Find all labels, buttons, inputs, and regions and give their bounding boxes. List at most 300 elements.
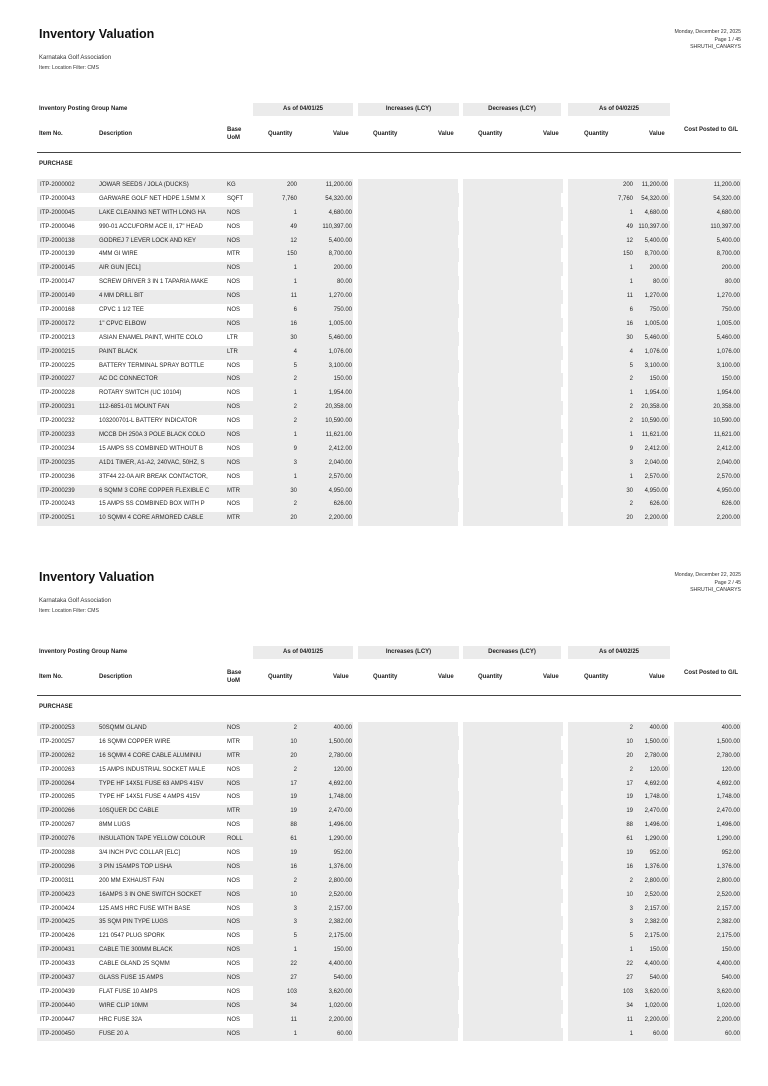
table-row bbox=[37, 429, 741, 443]
item-description: AIR GUN [ECL] bbox=[99, 265, 141, 272]
item-no: ITP-2000265 bbox=[40, 794, 75, 801]
closing-quantity: 1 bbox=[629, 432, 633, 439]
item-description: GODREJ 7 LEVER LOCK AND KEY bbox=[99, 237, 197, 244]
opening-value: 2,470.00 bbox=[328, 808, 352, 815]
opening-value: 2,157.00 bbox=[328, 905, 352, 912]
col-base-uom: Base UoM bbox=[227, 670, 242, 684]
closing-quantity: 2 bbox=[629, 766, 633, 773]
closing-quantity: 88 bbox=[626, 822, 633, 829]
item-uom: NOS bbox=[227, 279, 241, 286]
item-uom: NOS bbox=[227, 473, 241, 480]
table-row bbox=[37, 235, 741, 249]
opening-quantity: 1 bbox=[293, 432, 297, 439]
table-row bbox=[37, 903, 741, 917]
report-date: Monday, December 22, 2025 bbox=[674, 29, 741, 35]
closing-quantity: 3 bbox=[629, 905, 633, 912]
item-description: 3 PIN 15AMPS TOP LISHA bbox=[99, 863, 173, 870]
table-row bbox=[37, 736, 741, 750]
item-description: ASIAN ENAMEL PAINT, WHITE COLO bbox=[99, 334, 203, 341]
opening-quantity: 10 bbox=[290, 738, 297, 745]
item-description: 4 MM DRILL BIT bbox=[99, 293, 144, 300]
closing-quantity: 103 bbox=[622, 988, 633, 995]
closing-quantity: 9 bbox=[629, 445, 633, 452]
header-divider bbox=[37, 152, 741, 153]
cost-posted-gl: 4,692.00 bbox=[716, 780, 740, 787]
table-row bbox=[37, 512, 741, 526]
closing-value: 11,621.00 bbox=[641, 432, 668, 439]
closing-value: 1,270.00 bbox=[644, 293, 668, 300]
item-description: 121 0547 PLUG SPORK bbox=[99, 933, 165, 940]
item-uom: MTR bbox=[227, 752, 240, 759]
opening-value: 3,100.00 bbox=[328, 362, 352, 369]
table-row bbox=[37, 944, 741, 958]
table-row bbox=[37, 764, 741, 778]
closing-quantity: 10 bbox=[626, 891, 633, 898]
opening-quantity: 2 bbox=[293, 376, 297, 383]
column-group-header: Increases (LCY) bbox=[358, 646, 459, 659]
cost-posted-gl: 2,520.00 bbox=[716, 891, 740, 898]
closing-quantity: 5 bbox=[629, 933, 633, 940]
closing-quantity: 1 bbox=[629, 265, 633, 272]
item-uom: NOS bbox=[227, 223, 241, 230]
report-title: Inventory Valuation bbox=[39, 570, 155, 584]
item-description: LAKE CLEANING NET WITH LONG HA bbox=[99, 209, 206, 216]
closing-value: 750.00 bbox=[649, 307, 668, 314]
item-uom: NOS bbox=[227, 877, 241, 884]
item-description: 3/4 INCH PVC COLLAR [ELC] bbox=[99, 850, 181, 857]
col-description: Description bbox=[99, 131, 133, 137]
opening-value: 11,621.00 bbox=[325, 432, 352, 439]
closing-quantity: 19 bbox=[626, 808, 633, 815]
item-description: 990-01 ACCUFORM ACE II, 17" HEAD bbox=[99, 223, 203, 230]
item-no: ITP-2000426 bbox=[40, 933, 75, 940]
opening-value: 2,200.00 bbox=[328, 1016, 352, 1023]
closing-value: 8,700.00 bbox=[644, 251, 668, 258]
item-no: ITP-2000172 bbox=[40, 320, 75, 327]
opening-quantity: 5 bbox=[293, 933, 297, 940]
opening-quantity: 30 bbox=[290, 334, 297, 341]
table-row bbox=[37, 819, 741, 833]
item-uom: NOS bbox=[227, 307, 241, 314]
closing-value: 540.00 bbox=[649, 975, 668, 982]
closing-quantity: 11 bbox=[626, 1016, 633, 1023]
closing-quantity: 17 bbox=[626, 780, 633, 787]
closing-value: 1,290.00 bbox=[644, 836, 668, 843]
col-value: Value bbox=[649, 131, 665, 137]
item-uom: NOS bbox=[227, 418, 241, 425]
table-row bbox=[37, 722, 741, 736]
item-uom: NOS bbox=[227, 320, 241, 327]
item-description: ROTARY SWITCH (UC 10104) bbox=[99, 390, 182, 397]
closing-quantity: 20 bbox=[626, 515, 633, 522]
opening-quantity: 61 bbox=[290, 836, 297, 843]
item-uom: LTR bbox=[227, 348, 238, 355]
item-description: TYPE HF 14X51 FUSE 4 AMPS 415V bbox=[99, 794, 201, 801]
cost-posted-gl: 120.00 bbox=[721, 766, 740, 773]
item-description: 15 AMPS SS COMBINED WITHOUT B bbox=[99, 445, 203, 452]
item-no: ITP-2000046 bbox=[40, 223, 75, 230]
closing-value: 2,412.00 bbox=[644, 445, 668, 452]
cost-posted-gl: 1,496.00 bbox=[716, 822, 740, 829]
item-uom: NOS bbox=[227, 850, 241, 857]
item-uom: NOS bbox=[227, 432, 241, 439]
opening-quantity: 200 bbox=[286, 182, 297, 188]
item-uom: NOS bbox=[227, 265, 241, 272]
item-no: ITP-2000264 bbox=[40, 780, 75, 787]
table-row bbox=[37, 498, 741, 512]
closing-quantity: 2 bbox=[629, 725, 633, 731]
col-quantity: Quantity bbox=[478, 131, 503, 137]
company-name: Karnataka Golf Association bbox=[39, 55, 112, 61]
item-no: ITP-2000139 bbox=[40, 251, 75, 258]
col-quantity: Quantity bbox=[478, 674, 503, 680]
closing-value: 2,382.00 bbox=[644, 919, 668, 926]
opening-value: 60.00 bbox=[336, 1030, 352, 1037]
opening-quantity: 1 bbox=[293, 279, 297, 286]
item-description: 3TF44 22-0A AIR BREAK CONTACTOR, bbox=[99, 473, 208, 480]
closing-value: 60.00 bbox=[652, 1030, 668, 1037]
opening-quantity: 1 bbox=[293, 473, 297, 480]
cost-posted-gl: 20,358.00 bbox=[713, 404, 740, 411]
col-base-uom: Base UoM bbox=[227, 127, 242, 141]
opening-quantity: 150 bbox=[286, 251, 297, 258]
item-description: A1D1 TIMER, A1-A2, 240VAC, 50HZ, S bbox=[99, 459, 205, 466]
page-number: Page 2 / 45 bbox=[714, 579, 741, 586]
col-quantity: Quantity bbox=[584, 674, 609, 680]
report-user: SHRUTHI_CANARYS bbox=[690, 44, 741, 50]
item-uom: NOS bbox=[227, 459, 241, 466]
opening-value: 1,270.00 bbox=[328, 293, 352, 300]
closing-quantity: 61 bbox=[626, 836, 633, 843]
table-row bbox=[37, 861, 741, 875]
cost-posted-gl: 3,100.00 bbox=[716, 362, 740, 369]
column-group-header: Decreases (LCY) bbox=[463, 646, 561, 659]
opening-quantity: 1 bbox=[293, 947, 297, 954]
closing-quantity: 1 bbox=[629, 209, 633, 216]
closing-value: 1,005.00 bbox=[644, 320, 668, 327]
opening-quantity: 1 bbox=[293, 265, 297, 272]
item-no: ITP-2000215 bbox=[40, 348, 75, 355]
cost-posted-gl: 60.00 bbox=[724, 1030, 740, 1037]
item-no: ITP-2000266 bbox=[40, 808, 75, 815]
cost-posted-gl: 952.00 bbox=[721, 850, 740, 857]
item-description: 103200701-L BATTERY INDICATOR bbox=[99, 418, 197, 425]
opening-quantity: 20 bbox=[290, 515, 297, 522]
cost-posted-gl: 5,400.00 bbox=[716, 237, 740, 244]
opening-quantity: 3 bbox=[293, 905, 297, 912]
opening-quantity: 1 bbox=[293, 390, 297, 397]
item-description: 15 AMPS SS COMBINED BOX WITH P bbox=[99, 501, 205, 508]
cost-posted-gl: 4,950.00 bbox=[716, 487, 740, 494]
section-label: PURCHASE bbox=[39, 704, 73, 710]
opening-quantity: 10 bbox=[290, 891, 297, 898]
opening-value: 1,954.00 bbox=[328, 390, 352, 397]
item-uom: NOS bbox=[227, 863, 241, 870]
cost-posted-gl: 150.00 bbox=[721, 376, 740, 383]
item-description: 50SQMM GLAND bbox=[99, 725, 147, 731]
closing-quantity: 11 bbox=[626, 293, 633, 300]
item-uom: NOS bbox=[227, 780, 241, 787]
report-page bbox=[0, 543, 768, 1086]
cost-posted-gl: 2,570.00 bbox=[716, 473, 740, 480]
item-description: HRC FUSE 32A bbox=[99, 1016, 143, 1023]
item-description: CABLE TIE 300MM BLACK bbox=[99, 947, 173, 954]
cost-posted-gl: 1,076.00 bbox=[716, 348, 740, 355]
closing-quantity: 19 bbox=[626, 850, 633, 857]
closing-value: 120.00 bbox=[649, 766, 668, 773]
cost-posted-gl: 2,800.00 bbox=[716, 877, 740, 884]
col-value: Value bbox=[333, 674, 349, 680]
opening-value: 110,397.00 bbox=[322, 223, 352, 230]
item-no: ITP-2000288 bbox=[40, 850, 75, 857]
item-description: PAINT BLACK bbox=[99, 348, 138, 355]
opening-quantity: 2 bbox=[293, 725, 297, 731]
item-description: 1" CPVC ELBOW bbox=[99, 320, 147, 327]
closing-value: 11,200.00 bbox=[641, 182, 668, 188]
opening-quantity: 20 bbox=[290, 752, 297, 759]
opening-value: 952.00 bbox=[333, 850, 352, 857]
closing-quantity: 150 bbox=[622, 251, 633, 258]
opening-quantity: 3 bbox=[293, 459, 297, 466]
item-description: 112-6851-01 MOUNT FAN bbox=[99, 404, 170, 411]
item-no: ITP-2000138 bbox=[40, 237, 75, 244]
opening-value: 10,590.00 bbox=[325, 418, 352, 425]
opening-value: 4,680.00 bbox=[328, 209, 352, 216]
opening-quantity: 27 bbox=[290, 975, 297, 982]
table-row bbox=[37, 750, 741, 764]
cost-posted-gl: 5,460.00 bbox=[716, 334, 740, 341]
item-no: ITP-2000002 bbox=[40, 182, 75, 188]
cost-posted-gl: 8,700.00 bbox=[716, 251, 740, 258]
closing-quantity: 1 bbox=[629, 473, 633, 480]
table-row bbox=[37, 457, 741, 471]
opening-value: 2,200.00 bbox=[328, 515, 352, 522]
item-uom: NOS bbox=[227, 1002, 241, 1009]
closing-quantity: 49 bbox=[626, 223, 633, 230]
item-description: JOWAR SEEDS / JOLA (DUCKS) bbox=[99, 182, 189, 188]
col-value: Value bbox=[333, 131, 349, 137]
item-uom: NOS bbox=[227, 988, 241, 995]
opening-quantity: 19 bbox=[290, 794, 297, 801]
item-no: ITP-2000232 bbox=[40, 418, 75, 425]
cost-posted-gl: 540.00 bbox=[721, 975, 740, 982]
item-uom: NOS bbox=[227, 237, 241, 244]
item-no: ITP-2000450 bbox=[40, 1030, 75, 1037]
opening-value: 4,400.00 bbox=[328, 961, 352, 968]
opening-value: 400.00 bbox=[333, 725, 352, 731]
item-uom: NOS bbox=[227, 209, 241, 216]
opening-value: 750.00 bbox=[333, 307, 352, 314]
col-value: Value bbox=[438, 131, 454, 137]
item-uom: NOS bbox=[227, 404, 241, 411]
opening-value: 1,376.00 bbox=[328, 863, 352, 870]
item-description: MCCB DH 250A 3 POLE BLACK COLO bbox=[99, 432, 206, 439]
group-name-label: Inventory Posting Group Name bbox=[39, 649, 128, 655]
closing-quantity: 27 bbox=[626, 975, 633, 982]
opening-value: 11,200.00 bbox=[325, 182, 352, 188]
closing-value: 200.00 bbox=[649, 265, 668, 272]
item-description: 125 AMS HRC FUSE WITH BASE bbox=[99, 905, 191, 912]
item-no: ITP-2000425 bbox=[40, 919, 75, 926]
cost-posted-gl: 1,290.00 bbox=[716, 836, 740, 843]
cost-posted-gl: 1,376.00 bbox=[716, 863, 740, 870]
item-no: ITP-2000168 bbox=[40, 307, 75, 314]
section-label: PURCHASE bbox=[39, 161, 73, 167]
item-uom: NOS bbox=[227, 794, 241, 801]
item-description: TYPE HF 14X51 FUSE 63 AMPS 415V bbox=[99, 780, 204, 787]
item-uom: NOS bbox=[227, 390, 241, 397]
table-row bbox=[37, 248, 741, 262]
closing-quantity: 2 bbox=[629, 418, 633, 425]
item-no: ITP-2000276 bbox=[40, 836, 75, 843]
closing-quantity: 16 bbox=[626, 863, 633, 870]
opening-value: 2,800.00 bbox=[328, 877, 352, 884]
col-item-no: Item No. bbox=[39, 674, 63, 680]
item-description: INSULATION TAPE YELLOW COLOUR bbox=[99, 836, 206, 843]
cost-posted-gl: 2,780.00 bbox=[716, 752, 740, 759]
item-no: ITP-2000424 bbox=[40, 905, 75, 912]
opening-quantity: 5 bbox=[293, 362, 297, 369]
table-row bbox=[37, 262, 741, 276]
location-filter: Item: Location Filter: CMS bbox=[39, 608, 99, 614]
item-no: ITP-2000225 bbox=[40, 362, 75, 369]
cost-posted-gl: 2,200.00 bbox=[716, 1016, 740, 1023]
col-quantity: Quantity bbox=[373, 674, 398, 680]
item-rows bbox=[37, 722, 741, 1041]
cost-posted-gl: 150.00 bbox=[721, 947, 740, 954]
cost-posted-gl: 10,590.00 bbox=[713, 418, 740, 425]
item-uom: NOS bbox=[227, 822, 241, 829]
table-row bbox=[37, 875, 741, 889]
col-cost-posted: Cost Posted to G/L bbox=[684, 670, 738, 676]
header-divider bbox=[37, 695, 741, 696]
opening-quantity: 2 bbox=[293, 877, 297, 884]
closing-quantity: 2 bbox=[629, 877, 633, 884]
table-row bbox=[37, 221, 741, 235]
item-no: ITP-2000228 bbox=[40, 390, 75, 397]
item-description: 4MM GI WIRE bbox=[99, 251, 138, 258]
col-value: Value bbox=[543, 674, 559, 680]
cost-posted-gl: 1,020.00 bbox=[716, 1002, 740, 1009]
closing-quantity: 22 bbox=[626, 961, 633, 968]
item-no: ITP-2000147 bbox=[40, 279, 75, 286]
item-description: AC DC CONNECTOR bbox=[99, 376, 158, 383]
item-uom: MTR bbox=[227, 738, 240, 745]
table-row bbox=[37, 415, 741, 429]
item-no: ITP-2000267 bbox=[40, 822, 75, 829]
cost-posted-gl: 1,005.00 bbox=[716, 320, 740, 327]
item-description: 200 MM EXHAUST FAN bbox=[99, 877, 164, 884]
table-row bbox=[37, 360, 741, 374]
table-row bbox=[37, 889, 741, 903]
opening-value: 54,320.00 bbox=[325, 195, 352, 202]
item-no: ITP-2000235 bbox=[40, 459, 75, 466]
table-row bbox=[37, 1000, 741, 1014]
opening-value: 1,076.00 bbox=[328, 348, 352, 355]
opening-quantity: 7,760 bbox=[281, 195, 297, 202]
opening-value: 1,500.00 bbox=[328, 738, 352, 745]
item-uom: MTR bbox=[227, 251, 240, 258]
closing-value: 1,020.00 bbox=[644, 1002, 668, 1009]
closing-value: 1,500.00 bbox=[644, 738, 668, 745]
opening-value: 540.00 bbox=[333, 975, 352, 982]
opening-value: 2,780.00 bbox=[328, 752, 352, 759]
cost-posted-gl: 2,175.00 bbox=[716, 933, 740, 940]
table-row bbox=[37, 1014, 741, 1028]
report-date: Monday, December 22, 2025 bbox=[674, 572, 741, 578]
table-row bbox=[37, 1028, 741, 1042]
item-no: ITP-2000233 bbox=[40, 432, 75, 439]
closing-value: 3,100.00 bbox=[644, 362, 668, 369]
closing-value: 1,748.00 bbox=[644, 794, 668, 801]
opening-value: 1,748.00 bbox=[328, 794, 352, 801]
item-uom: NOS bbox=[227, 905, 241, 912]
item-description: 16AMPS 3 IN ONE SWITCH SOCKET bbox=[99, 891, 202, 898]
closing-quantity: 4 bbox=[629, 348, 633, 355]
column-group-header: Decreases (LCY) bbox=[463, 103, 561, 116]
opening-value: 5,460.00 bbox=[328, 334, 352, 341]
item-no: ITP-2000231 bbox=[40, 404, 75, 411]
item-description: 10 SQMM 4 CORE ARMORED CABLE bbox=[99, 515, 204, 522]
opening-quantity: 12 bbox=[290, 237, 297, 244]
closing-value: 4,692.00 bbox=[644, 780, 668, 787]
cost-posted-gl: 1,500.00 bbox=[716, 738, 740, 745]
opening-value: 1,290.00 bbox=[328, 836, 352, 843]
table-row bbox=[37, 179, 741, 193]
table-row bbox=[37, 958, 741, 972]
item-no: ITP-2000043 bbox=[40, 195, 75, 202]
closing-value: 1,376.00 bbox=[644, 863, 668, 870]
cost-posted-gl: 4,400.00 bbox=[716, 961, 740, 968]
closing-value: 2,175.00 bbox=[644, 933, 668, 940]
closing-value: 2,780.00 bbox=[644, 752, 668, 759]
item-uom: NOS bbox=[227, 975, 241, 982]
closing-value: 4,680.00 bbox=[644, 209, 668, 216]
report-meta bbox=[674, 572, 741, 595]
closing-value: 2,800.00 bbox=[644, 877, 668, 884]
closing-value: 2,157.00 bbox=[644, 905, 668, 912]
table-row bbox=[37, 833, 741, 847]
closing-value: 2,200.00 bbox=[644, 1016, 668, 1023]
closing-quantity: 2 bbox=[629, 376, 633, 383]
item-no: ITP-2000236 bbox=[40, 473, 75, 480]
closing-value: 4,950.00 bbox=[644, 487, 668, 494]
closing-quantity: 1 bbox=[629, 1030, 633, 1037]
table-row bbox=[37, 193, 741, 207]
closing-value: 626.00 bbox=[649, 501, 668, 508]
opening-value: 1,005.00 bbox=[328, 320, 352, 327]
closing-quantity: 7,760 bbox=[617, 195, 633, 202]
table-row bbox=[37, 318, 741, 332]
closing-quantity: 12 bbox=[626, 237, 633, 244]
opening-value: 8,700.00 bbox=[328, 251, 352, 258]
table-row bbox=[37, 290, 741, 304]
item-description: CPVC 1 1/2 TEE bbox=[99, 307, 144, 314]
opening-quantity: 11 bbox=[290, 1016, 297, 1023]
table-row bbox=[37, 471, 741, 485]
cost-posted-gl: 1,270.00 bbox=[716, 293, 740, 300]
opening-value: 2,520.00 bbox=[328, 891, 352, 898]
closing-quantity: 10 bbox=[626, 738, 633, 745]
item-description: GARWARE GOLF NET HDPE 1.5MM X bbox=[99, 195, 206, 202]
closing-value: 2,040.00 bbox=[644, 459, 668, 466]
item-uom: NOS bbox=[227, 725, 241, 731]
table-row bbox=[37, 916, 741, 930]
closing-value: 2,200.00 bbox=[644, 515, 668, 522]
cost-posted-gl: 1,748.00 bbox=[716, 794, 740, 801]
closing-value: 20,358.00 bbox=[641, 404, 668, 411]
cost-posted-gl: 2,412.00 bbox=[716, 445, 740, 452]
